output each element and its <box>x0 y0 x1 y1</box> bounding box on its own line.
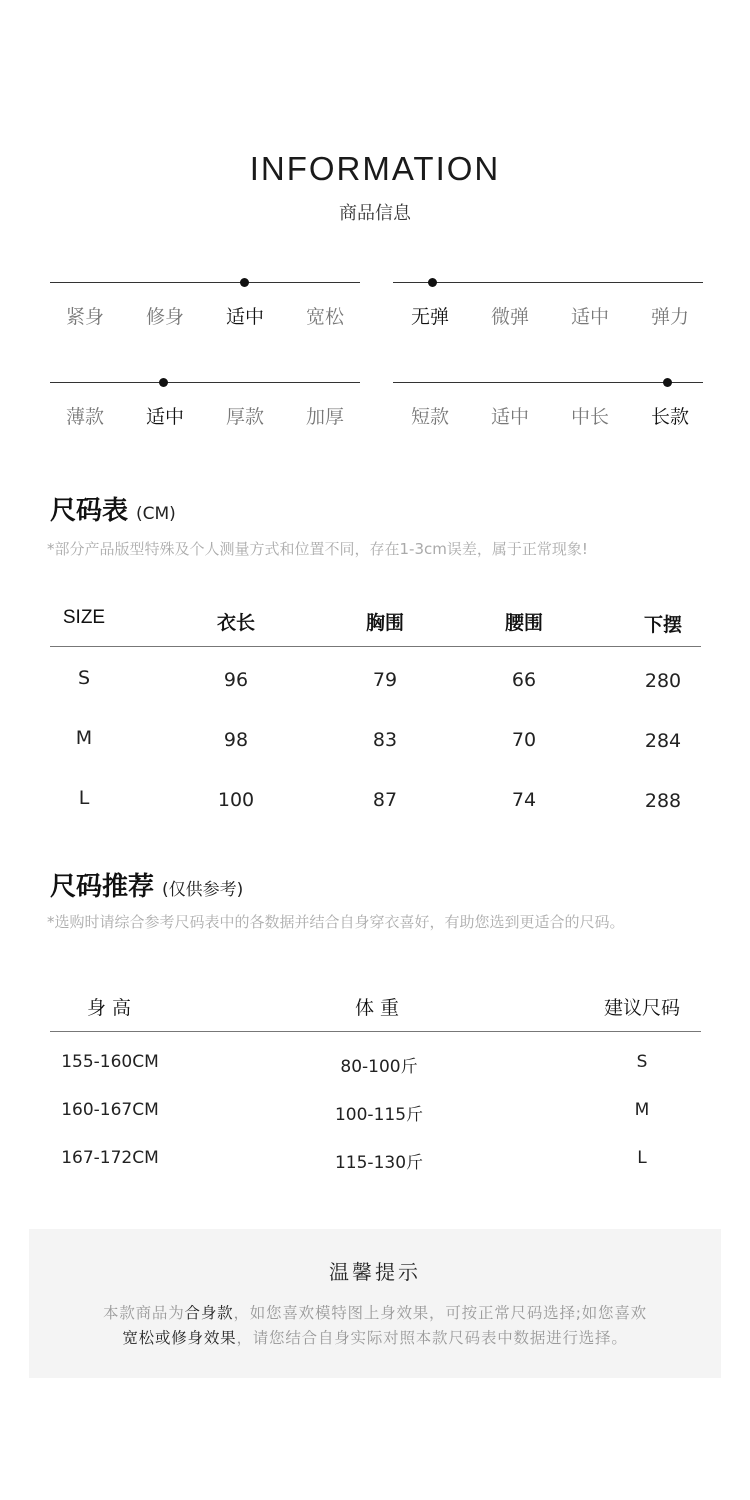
tips-highlight: 合身款 <box>184 1304 234 1322</box>
tips-text: ，如您喜欢模特图上身效果，可按正常尺码选择;如您喜欢 <box>233 1304 647 1322</box>
tips-title: 温馨提示 <box>329 1260 421 1284</box>
size-table-unit: (CM) <box>136 504 176 524</box>
size-table-note: *部分产品版型特殊及个人测量方式和位置不同，存在1-3cm误差，属于正常现象! <box>47 540 588 558</box>
tips-highlight: 修身效果 <box>171 1329 237 1347</box>
table-cell: S <box>636 1052 648 1072</box>
table-cell: S <box>77 667 91 689</box>
scale-option: 微弹 <box>490 306 529 328</box>
table-cell: 98 <box>223 729 249 751</box>
scale-option: 短款 <box>410 406 449 428</box>
scale-option: 中长 <box>570 406 609 428</box>
tips-highlight: 宽松 <box>122 1329 155 1347</box>
size-table-header: 腰围 <box>504 612 543 634</box>
recommend-title-text: 尺码推荐 <box>50 872 155 902</box>
recommend-table-header: 体 重 <box>354 997 400 1019</box>
table-cell: 87 <box>372 789 398 811</box>
scale-line <box>393 282 703 283</box>
table-cell: 74 <box>511 789 537 811</box>
table-cell: 100-115斤 <box>334 1105 424 1125</box>
size-table-title <box>50 490 176 527</box>
recommend-note: *选购时请综合参考尺码表中的各数据并结合自身穿衣喜好，有助您选到更适合的尺码。 <box>47 913 625 931</box>
scale-indicator-dot <box>240 278 249 287</box>
recommend-subtitle: (仅供参考) <box>162 880 244 900</box>
size-table-header: SIZE <box>62 607 106 628</box>
table-cell: 70 <box>511 729 537 751</box>
table-cell: 284 <box>644 730 682 752</box>
table-cell: 280 <box>644 670 682 692</box>
table-cell: 100 <box>217 789 255 811</box>
table-cell: M <box>634 1100 650 1120</box>
tips-text-line-1 <box>29 1301 721 1323</box>
table-cell: 80-100斤 <box>340 1057 418 1077</box>
scale-indicator-dot <box>428 278 437 287</box>
tips-text-line-2 <box>29 1326 721 1348</box>
tips-text: 本款商品为 <box>103 1304 185 1322</box>
scale-option: 紧身 <box>65 306 104 328</box>
table-cell: L <box>78 787 90 809</box>
table-cell: 83 <box>372 729 398 751</box>
scale-line <box>50 382 360 383</box>
table-cell: 96 <box>223 669 249 691</box>
table-cell: 115-130斤 <box>334 1153 424 1173</box>
size-table-header: 衣长 <box>216 612 255 634</box>
table-cell: M <box>75 727 93 749</box>
scale-option: 薄款 <box>65 406 104 428</box>
table-cell: 79 <box>372 669 398 691</box>
elasticity-scale <box>393 282 703 342</box>
table-cell: 66 <box>511 669 537 691</box>
recommend-table-header: 身 高 <box>86 997 132 1019</box>
table-cell: 167-172CM <box>61 1148 159 1168</box>
scale-option: 弹力 <box>650 306 689 328</box>
scale-option-selected: 适中 <box>145 406 184 428</box>
size-table-header: 下摆 <box>643 614 682 636</box>
scale-option: 适中 <box>490 406 529 428</box>
tips-box <box>29 1229 721 1378</box>
scale-option-selected: 适中 <box>225 306 264 328</box>
recommend-title <box>50 866 243 903</box>
scale-option: 厚款 <box>225 406 264 428</box>
length-scale <box>393 382 703 442</box>
scale-option: 加厚 <box>305 406 344 428</box>
tips-highlight: 或 <box>154 1329 172 1347</box>
size-table-header: 胸围 <box>365 612 404 634</box>
scale-option: 宽松 <box>305 306 344 328</box>
table-cell: L <box>637 1148 647 1168</box>
recommend-table-header: 建议尺码 <box>603 997 680 1019</box>
scale-option-selected: 长款 <box>650 406 689 428</box>
table-cell: 160-167CM <box>61 1100 159 1120</box>
table-cell: 288 <box>644 790 682 812</box>
recommend-table-divider <box>50 1031 701 1032</box>
scale-indicator-dot <box>663 378 672 387</box>
scale-option: 适中 <box>570 306 609 328</box>
size-table-title-text: 尺码表 <box>50 496 129 526</box>
scale-line <box>393 382 703 383</box>
thickness-scale <box>50 382 360 442</box>
tips-text: ，请您结合自身实际对照本款尺码表中数据进行选择。 <box>236 1329 628 1347</box>
scale-line <box>50 282 360 283</box>
scale-option: 修身 <box>145 306 184 328</box>
size-table-divider <box>50 646 701 647</box>
table-cell: 155-160CM <box>61 1052 159 1072</box>
scale-indicator-dot <box>159 378 168 387</box>
page-title-cn: 商品信息 <box>339 203 411 224</box>
page-title-en: INFORMATION <box>249 150 501 187</box>
fit-scale <box>50 282 360 342</box>
scale-option-selected: 无弹 <box>410 306 449 328</box>
